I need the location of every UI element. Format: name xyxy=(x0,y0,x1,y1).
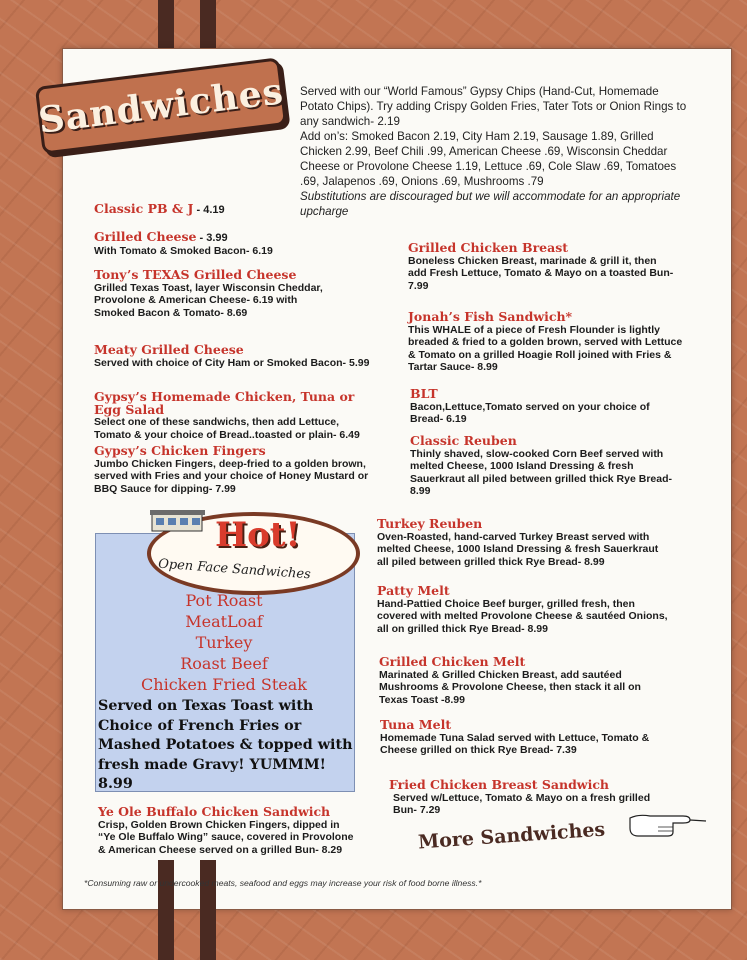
item-desc: Select one of these sandwichs, then add Lettuce, Tomato & your choice of Bread..toasted or plain- 6.49 xyxy=(94,416,360,441)
item-desc: Served with choice of City Ham or Smoked Bacon- 5.99 xyxy=(94,356,370,369)
intro-block xyxy=(300,84,695,219)
section-title: Sandwiches xyxy=(36,70,286,142)
item-name: Tony’s TEXAS Grilled Cheese xyxy=(94,267,297,282)
food-safety-disclaimer: *Consuming raw or undercooked meats, seafood and eggs may increase your risk of food borne illness.* xyxy=(84,878,482,888)
addons-text: Add on’s: Smoked Bacon 2.19, City Ham 2.19, Sausage 1.89, Grilled Chicken 2.99, Beef Chili .99, American Cheese .69, Wisconsin Cheddar Cheese or Provolone Cheese 1.19, Lettuce .69, Cole Slaw .69, Tomatoes .69, Jalapenos .69, Onions .69, Mushrooms .79 xyxy=(300,130,677,188)
list-item: Pot Roast xyxy=(185,591,263,610)
background-stripe xyxy=(200,860,216,960)
substitution-note: Substitutions are discouraged but we will accommodate for an appropriate upcharge xyxy=(300,190,681,218)
list-item: Chicken Fried Steak xyxy=(141,675,307,694)
list-item: Turkey xyxy=(195,633,253,652)
hot-items-list xyxy=(95,590,353,695)
menu-item-buffalo-chicken xyxy=(98,806,358,856)
diner-building-icon xyxy=(150,504,205,534)
menu-item-texas-grilled-cheese xyxy=(94,269,334,319)
item-desc: Marinated & Grilled Chicken Breast, add sautéed Mushrooms & Provolone Cheese, then stack it all on Texas Toast -8.99 xyxy=(379,668,641,706)
item-name: Grilled Chicken Melt xyxy=(379,654,526,669)
list-item: Roast Beef xyxy=(180,654,268,673)
item-desc: Served w/Lettuce, Tomato & Mayo on a fresh grilled Bun- 7.29 xyxy=(393,791,651,816)
more-sandwiches-label: More Sandwiches xyxy=(417,818,606,854)
menu-item-chicken-fingers xyxy=(94,445,369,495)
item-desc: Boneless Chicken Breast, marinade & grill it, then add Fresh Lettuce, Tomato & Mayo on a toasted Bun- 7.99 xyxy=(408,254,674,292)
item-name: Fried Chicken Breast Sandwich xyxy=(389,777,610,792)
menu-item-grilled-chicken-melt xyxy=(379,656,654,706)
intro-text: Served with our “World Famous” Gypsy Chips (Hand-Cut, Homemade Potato Chips). Try adding Crispy Golden Fries, Tater Tots or Onion Rings to any sandwich- 2.19 xyxy=(300,85,687,128)
item-desc: This WHALE of a piece of Fresh Flounder is lightly breaded & fried to a golden brown, served with Lettuce & Tomato on a grilled Hoagie Roll joined with Fries & Tartar Sauce- 8.99 xyxy=(408,323,683,373)
item-desc: Oven-Roasted, hand-carved Turkey Breast served with melted Cheese, 1000 Island Dressing & fresh Sauerkraut all piled between grilled thick Rye Bread- 8.99 xyxy=(377,530,659,568)
item-price: - 4.19 xyxy=(193,204,225,216)
item-name: Jonah’s Fish Sandwich* xyxy=(408,309,573,324)
item-desc: Homemade Tuna Salad served with Lettuce, Tomato & Cheese grilled on thick Rye Bread- 7.39 xyxy=(380,731,650,756)
item-desc: Grilled Texas Toast, layer Wisconsin Cheddar, Provolone & American Cheese- 6.19 with Smoked Bacon & Tomato- 8.69 xyxy=(94,281,323,319)
menu-item-tuna-melt xyxy=(380,719,665,757)
pointing-hand-icon xyxy=(628,808,708,838)
menu-item-homemade-salad xyxy=(94,391,364,441)
item-name: Gypsy’s Chicken Fingers xyxy=(94,443,266,458)
item-name: Grilled Chicken Breast xyxy=(408,240,569,255)
item-name: Tuna Melt xyxy=(380,717,452,732)
item-name: Ye Ole Buffalo Chicken Sandwich xyxy=(98,804,331,819)
item-desc: With Tomato & Smoked Bacon- 6.19 xyxy=(94,244,273,257)
background-stripe xyxy=(158,860,174,960)
menu-item-classic-reuben xyxy=(410,435,690,498)
item-name: Classic Reuben xyxy=(410,433,517,448)
item-name: Patty Melt xyxy=(377,583,450,598)
item-name: Classic PB & J xyxy=(94,201,194,216)
item-desc: Bacon,Lettuce,Tomato served on your choice of Bread- 6.19 xyxy=(410,400,650,425)
item-name: BLT xyxy=(410,386,438,401)
menu-item-grilled-chicken-breast xyxy=(408,242,678,292)
item-name: Grilled Cheese xyxy=(94,229,197,244)
hot-subtitle: Open Face Sandwiches xyxy=(157,556,312,583)
item-desc: Thinly shaved, slow-cooked Corn Beef served with melted Cheese, 1000 Island Dressing & fresh Sauerkraut all piled between grilled thick Rye Bread- 8.99 xyxy=(410,447,672,497)
menu-item-patty-melt xyxy=(377,585,672,635)
item-name: Gypsy’s Homemade Chicken, Tuna or Egg Salad xyxy=(94,389,355,417)
menu-item-fried-chicken-breast xyxy=(389,779,664,817)
hot-title: Hot! xyxy=(215,515,301,555)
item-name: Turkey Reuben xyxy=(377,516,483,531)
item-price: - 3.99 xyxy=(196,232,228,244)
hot-description: Served on Texas Toast with Choice of French Fries or Mashed Potatoes & topped with fresh made Gravy! YUMMM! 8.99 xyxy=(98,698,353,792)
menu-item-pbj xyxy=(94,203,334,217)
item-desc: Jumbo Chicken Fingers, deep-fried to a golden brown, served with Fries and your choice of Honey Mustard or BBQ Sauce for dipping- 7.99 xyxy=(94,457,369,495)
item-name: Meaty Grilled Cheese xyxy=(94,342,244,357)
list-item: MeatLoaf xyxy=(185,612,263,631)
menu-item-blt xyxy=(410,388,670,426)
item-desc: Hand-Pattied Choice Beef burger, grilled fresh, then covered with melted Provolone Cheese & sautéed Onions, all on grilled thick Rye Bread- 8.99 xyxy=(377,597,668,635)
menu-item-meaty-grilled-cheese xyxy=(94,344,374,369)
item-desc: Crisp, Golden Brown Chicken Fingers, dipped in “Ye Ole Buffalo Wing” sauce, covered in Provolone & American Cheese served on a grilled Bun- 8.29 xyxy=(98,818,354,856)
menu-item-grilled-cheese xyxy=(94,231,344,257)
menu-item-turkey-reuben xyxy=(377,518,662,568)
menu-item-fish-sandwich xyxy=(408,311,683,374)
